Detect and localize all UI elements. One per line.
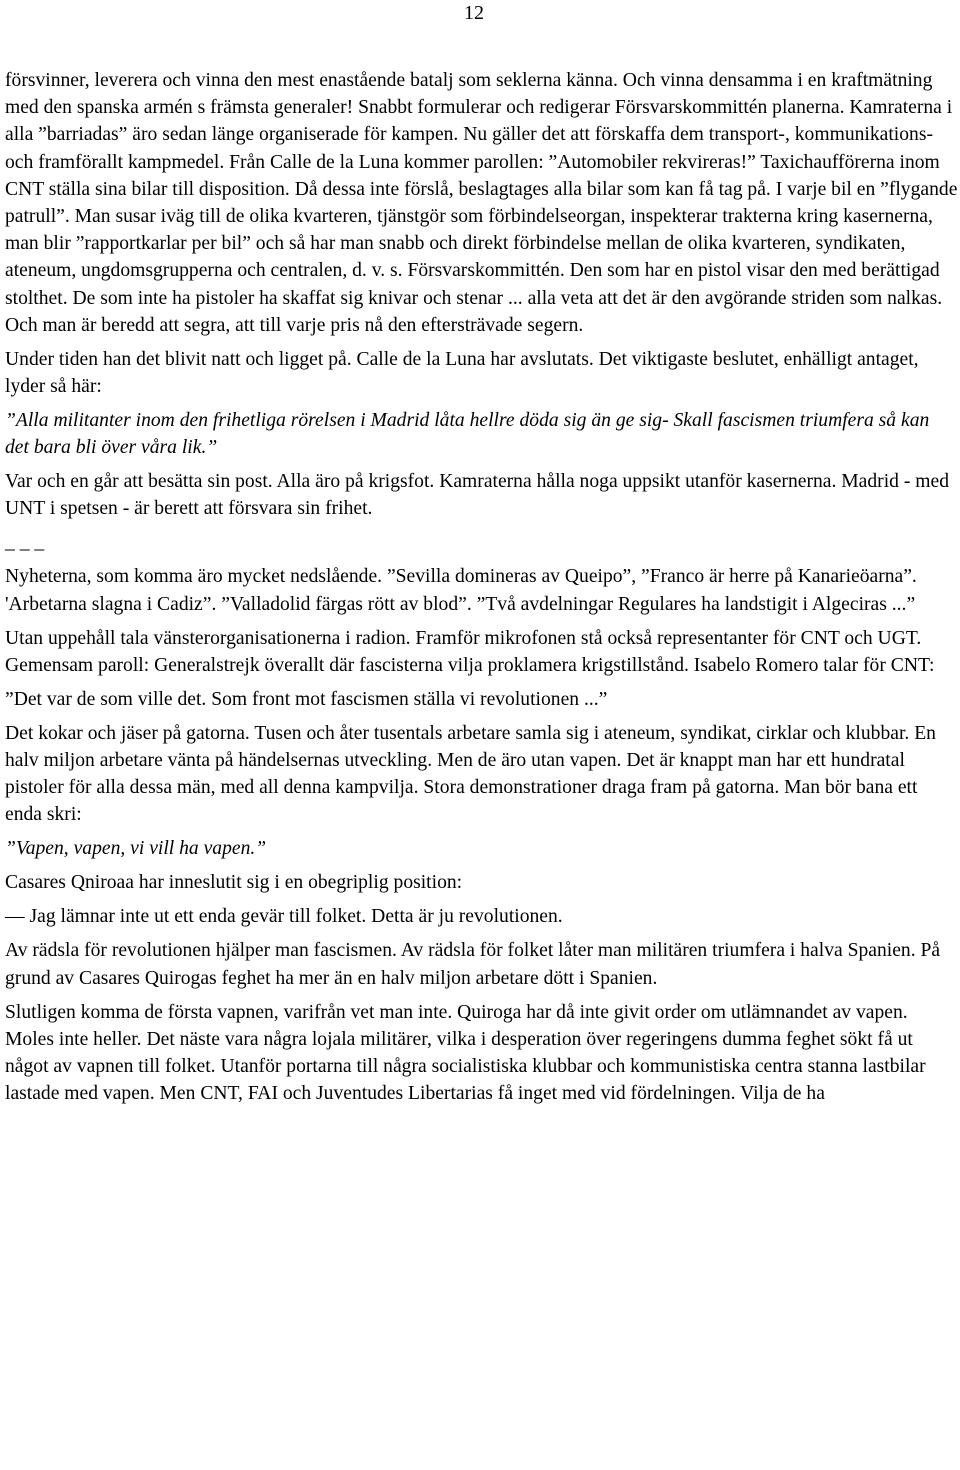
paragraph-9: Slutligen komma de första vapnen, varifrån vet man inte. Quiroga har då inte givit order om utlämnandet av vapen. Moles inte heller. Det näste vara några lojala militärer, vilka i desperation över regeringens dumma feghet sökt få ut något av vapnen till folket. Utanför portarna till några socialistiska klubbar och kommunistiska centra stanna lastbilar lastade med vapen. Men CNT, FAI och Juventudes Libertarias få inget med vid fördelningen. Vilja de ha: [5, 1001, 926, 1105]
paragraph-1: försvinner, leverera och vinna den mest enastående batalj som seklerna känna. Och vinna densamma i en kraftmätning med den spanska armén s främsta generaler! Snabbt formulerar och redigerar Försvarskommittén planerna. Kamraterna i alla ”barriadas” äro sedan länge organiserade för kampen. Nu gäller det att förskaffa dem transport-, kommunikations- och framförallt kampmedel. Från Calle de la Luna kommer parollen: ”Automobiler rekvireras!” Taxichaufförerna inom CNT ställa sina bilar till disposition. Då dessa inte förslå, beslagtages alla bilar som kan få tag på. I varje bil en ”flygande patrull”. Man susar iväg till de olika kvarteren, tjänstgör som förbindelseorgan, inspekterar trakterna kring kasernerna, man blir ”rapportkarlar per bil” och så har man snabb och direkt förbindelse mellan de olika kvarteren, syndikaten, ateneum, ungdomsgrupperna och centralen, d. v. s. Försvarskommittén. Den som har en pistol visar den med berättigad stolthet. De som inte ha pistoler ha skaffat sig knivar och stenar ... alla veta att det är den avgörande striden som nalkas. Och man är beredd att segra, att till varje pris nå den eftersträvade segern.: [5, 70, 958, 336]
paragraph-quote-romero: ”Det var de som ville det. Som front mot fascismen ställa vi revolutionen ...”: [5, 688, 608, 710]
paragraph-2: Under tiden han det blivit natt och ligget på. Calle de la Luna har avslutats. Det viktigaste beslutet, enhälligt antaget, lyder så här:: [5, 348, 919, 398]
paragraph-quote-militants: ”Alla militanter inom den frihetliga rörelsen i Madrid låta hellre döda sig än ge sig- Skall fascismen triumfera så kan det bara bli över våra lik.”: [5, 410, 930, 459]
paragraph-6: Det kokar och jäser på gatorna. Tusen och åter tusentals arbetare samla sig i ateneum, syndikat, cirklar och klubbar. En halv miljon arbetare vänta på händelsernas utveckling. Men de äro utan vapen. Det är knappt man har ett hundratal pistoler för alla dessa män, med all denna kampvilja. Stora demonstrationer draga fram på gatorna. Man bör bana ett enda skri:: [5, 722, 936, 826]
paragraph-quote-vapen: ”Vapen, vapen, vi vill ha vapen.”: [5, 838, 267, 860]
paragraph-8: Av rädsla för revolutionen hjälper man fascismen. Av rädsla för folket låter man militären triumfera i halva Spanien. På grund av Casares Quirogas feghet ha mer än en halv miljon arbetare dött i Spanien.: [5, 940, 941, 989]
paragraph-dialogue: — Jag lämnar inte ut ett enda gevär till folket. Detta är ju revolutionen.: [5, 906, 563, 928]
paragraph-3: Var och en går att besätta sin post. Alla äro på krigsfot. Kamraterna hålla noga uppsikt utanför kasernerna. Madrid - med UNT i spetsen - är berett att försvara sin frihet.: [5, 471, 950, 520]
section-separator: _ _ _: [5, 532, 45, 554]
paragraph-5: Utan uppehåll tala vänsterorganisationerna i radion. Framför mikrofonen stå också representanter för CNT och UGT. Gemensam paroll: Generalstrejk överallt där fascisterna vilja proklamera krigstillstånd. Isabelo Romero talar för CNT:: [5, 627, 935, 676]
page-number: 12: [464, 2, 484, 24]
paragraph-7: Casares Qniroaa har inneslutit sig i en obegriplig position:: [5, 872, 463, 894]
paragraph-4: Nyheterna, som komma äro mycket nedslående. ”Sevilla domineras av Queipo”, ”Franco är herre på Kanarieöarna”. 'Arbetarna slagna i Cadiz”. ”Valladolid färgas rött av blod”. ”Två avdelningar Regulares ha landstigit i Algeciras ...”: [5, 566, 917, 615]
document-body: [5, 67, 958, 1114]
